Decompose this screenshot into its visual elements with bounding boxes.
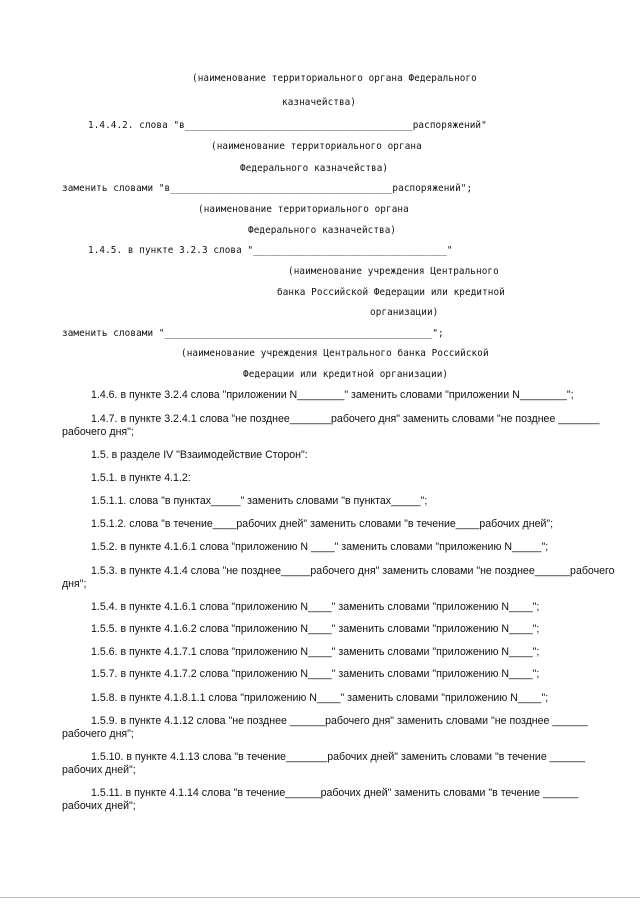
text-line: 1.4.4.2. слова "в________________________________________распоряжений" bbox=[88, 120, 487, 131]
text-line: 1.5.5. в пункте 4.1.6.2 слова "приложению N____" заменить словами "приложению N____"; bbox=[91, 623, 540, 635]
text-line: 1.5.6. в пункте 4.1.7.1 слова "приложению N____" заменить словами "приложению N____"; bbox=[91, 646, 540, 658]
text-line: рабочих дней"; bbox=[62, 764, 136, 776]
text-line: рабочего дня"; bbox=[62, 426, 134, 438]
text-line: 1.4.7. в пункте 3.2.4.1 слова "не позднее_______рабочего дня" заменить словами "не позднее _______ bbox=[91, 413, 600, 425]
text-line: 1.5.11. в пункте 4.1.14 слова "в течение______рабочих дней" заменить словами "в течение ______ bbox=[91, 787, 579, 799]
text-line: 1.5.9. в пункте 4.1.12 слова "не позднее ______рабочего дня" заменить словами "не позднее ______ bbox=[91, 715, 588, 727]
text-line: организации) bbox=[370, 307, 439, 318]
text-line: (наименование территориального органа bbox=[211, 141, 422, 152]
text-line: Федерального казначейства) bbox=[248, 225, 397, 236]
text-line: (наименование территориального органа bbox=[198, 204, 409, 215]
text-line: 1.5.2. в пункте 4.1.6.1 слова "приложению N ____" заменить словами "приложению N_____"; bbox=[91, 541, 549, 553]
text-line: рабочего дня"; bbox=[62, 728, 134, 740]
text-line: 1.5.3. в пункте 4.1.4 слова "не позднее_____рабочего дня" заменить словами "не позднее______рабочего bbox=[91, 565, 615, 577]
text-line: 1.5.1.1. слова "в пунктах_____" заменить словами "в пунктах_____"; bbox=[91, 495, 428, 507]
text-line: казначейства) bbox=[282, 97, 357, 108]
text-line: (наименование учреждения Центрального bbox=[288, 266, 499, 277]
text-line: 1.5.1. в пункте 4.1.2: bbox=[91, 472, 191, 484]
text-line: дня"; bbox=[62, 578, 87, 590]
text-line: Федерации или кредитной организации) bbox=[243, 369, 449, 380]
text-line: 1.5.8. в пункте 4.1.8.1.1 слова "приложению N____" заменить словами "приложению N____"; bbox=[91, 692, 549, 704]
text-line: банка Российской Федерации или кредитной bbox=[277, 287, 505, 298]
text-line: 1.5.1.2. слова "в течение____рабочих дней" заменить словами "в течение____рабочих дней"; bbox=[91, 518, 554, 530]
text-line: 1.5. в разделе IV "Взаимодействие Сторон": bbox=[91, 449, 308, 461]
text-line: (наименование территориального органа Федерального bbox=[192, 73, 477, 84]
text-line: 1.5.4. в пункте 4.1.6.1 слова "приложению N____" заменить словами "приложению N____"; bbox=[91, 601, 540, 613]
text-line: 1.5.7. в пункте 4.1.7.2 слова "приложению N____" заменить словами "приложению N____"; bbox=[91, 668, 540, 680]
text-line: (наименование учреждения Центрального банка Российской bbox=[181, 348, 489, 359]
text-line: 1.4.5. в пункте 3.2.3 слова "__________________________________" bbox=[88, 245, 453, 256]
text-line: рабочих дней"; bbox=[62, 800, 136, 812]
text-line: 1.4.6. в пункте 3.2.4 слова "приложении N________" заменить словами "приложении N________"; bbox=[91, 389, 574, 401]
text-line: заменить словами "_______________________________________________"; bbox=[62, 328, 444, 339]
text-line: Федерального казначейства) bbox=[240, 163, 389, 174]
text-line: 1.5.10. в пункте 4.1.13 слова "в течение_______рабочих дней" заменить словами "в течение ______ bbox=[91, 751, 586, 763]
page-bottom-rule bbox=[0, 897, 640, 898]
text-line: заменить словами "в_______________________________________распоряжений"; bbox=[62, 183, 473, 194]
